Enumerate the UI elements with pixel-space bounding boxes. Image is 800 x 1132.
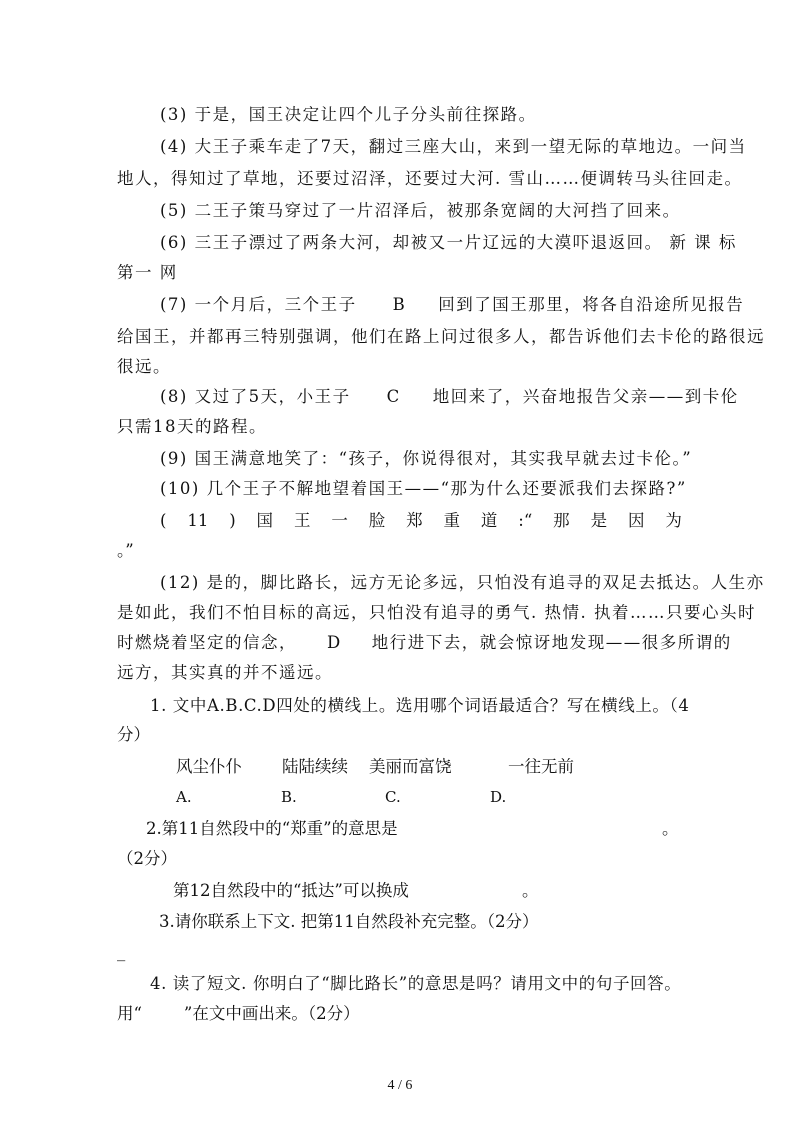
- question-1-line-2: 分）: [117, 725, 150, 744]
- option-word-d: 一往无前: [508, 757, 574, 776]
- question-3-answer-mark: _: [117, 942, 126, 961]
- p11-char: 国: [256, 511, 274, 530]
- p11-char: 一: [331, 511, 348, 530]
- question-3: 3.请你联系上下文. 把第11自然段补充完整。（2分）: [159, 912, 539, 931]
- paragraph-9: (9) 国王满意地笑了：“孩子，你说得很对，其实我早就去过卡伦。”: [160, 449, 693, 468]
- question-2-line-1: 2.第11自然段中的“郑重”的意思是: [146, 819, 398, 838]
- blank-c: C: [386, 387, 401, 406]
- paragraph-7-text-a: (7) 一个月后，三个王子: [160, 295, 357, 314]
- paragraph-8-text-b: 地回来了，兴奋地报告父亲——到卡伦: [432, 387, 739, 406]
- question-2-score: （2分）: [117, 849, 177, 868]
- paragraph-12-text-b: 地行进下去，就会惊讶地发现——很多所谓的: [371, 633, 732, 652]
- option-word-a: 风尘仆仆: [176, 757, 242, 776]
- p11-char: :“: [518, 511, 533, 530]
- option-word-c: 美丽而富饶: [369, 757, 452, 776]
- p11-char: 11: [187, 511, 209, 530]
- p11-char: (: [160, 511, 167, 530]
- p11-char: 王: [293, 511, 311, 530]
- question-1-line-1: 1. 文中A.B.C.D四处的横线上。选用哪个词语最适合？写在横线上。（4: [150, 696, 690, 715]
- page-number: 4 / 6: [387, 1078, 413, 1093]
- paragraph-7-line-2: 给国王，并都再三特别强调，他们在路上问过很多人，都告诉他们去卡伦的路很远: [117, 327, 765, 346]
- paragraph-8-line-2: 只需18天的路程。: [117, 417, 267, 436]
- question-4-line-1: 4. 读了短文. 你明白了“脚比路长”的意思是吗？请用文中的句子回答。: [150, 974, 682, 993]
- option-letter-c: C.: [385, 788, 401, 806]
- question-2-period: 。: [662, 819, 679, 838]
- paragraph-4-line-1: (4) 大王子乘车走了7天，翻过三座大山，来到一望无际的草地边。一问当: [160, 137, 747, 156]
- paragraph-11-line-1: [160, 513, 682, 530]
- p11-char: 脸: [368, 511, 386, 530]
- blank-b: B: [392, 295, 407, 314]
- paragraph-6-line-2: 第一 网: [117, 263, 178, 282]
- paragraph-7-line-1: [160, 297, 744, 314]
- p11-char: 是: [590, 511, 608, 530]
- paragraph-8-text-a: (8) 又过了5天，小王子: [160, 387, 351, 406]
- paragraph-8-line-1: [160, 389, 739, 406]
- paragraph-12-line-2: 是如此，我们不怕目标的高远，只怕没有追寻的勇气. 热情. 执着……只要心头时: [117, 603, 756, 622]
- paragraph-12-text-a: 时燃烧着坚定的信念，: [117, 633, 297, 652]
- p11-char: 为: [665, 511, 682, 530]
- option-letter-a: A.: [176, 788, 192, 806]
- p11-char: 重: [443, 511, 460, 530]
- question-2-part-b: 第12自然段中的“抵达”可以换成: [173, 881, 409, 900]
- paragraph-3: (3) 于是，国王决定让四个儿子分头前往探路。: [160, 105, 537, 124]
- paragraph-6-line-1: (6) 三王子漂过了两条大河，却被又一片辽远的大漠吓退返回。 新 课 标: [160, 233, 737, 252]
- blank-d: D: [327, 633, 342, 652]
- paragraph-5: (5) 二王子策马穿过了一片沼泽后，被那条宽阔的大河挡了回来。: [160, 201, 681, 220]
- question-2-part-b-period: 。: [522, 881, 539, 900]
- paragraph-12-line-1: (12) 是的，脚比路长，远方无论多远，只怕没有追寻的双足去抵达。人生亦: [160, 573, 765, 592]
- p11-char: 郑: [406, 511, 423, 530]
- paragraph-7-text-b: 回到了国王那里，将各自沿途所见报告: [438, 295, 745, 314]
- paragraph-12-line-4: 远方，其实真的并不遥远。: [117, 663, 333, 682]
- p11-char: 因: [627, 511, 645, 530]
- option-word-b: 陆陆续续: [282, 757, 348, 776]
- paragraph-11-line-2: 。”: [117, 541, 134, 560]
- paragraph-10: (10) 几个王子不解地望着国王——“那为什么还要派我们去探路?”: [160, 479, 687, 498]
- option-letter-d: D.: [490, 788, 507, 806]
- paragraph-12-line-3: [117, 635, 732, 652]
- question-4-line-2: 用“ ”在文中画出来。（2分）: [117, 1004, 360, 1023]
- paragraph-4-line-2: 地人，得知过了草地，还要过沼泽，还要过大河. 雪山……便调转马头往回走。: [117, 169, 743, 188]
- p11-char: 那: [553, 511, 570, 530]
- option-letter-b: B.: [281, 788, 297, 806]
- paragraph-7-line-3: 很远。: [117, 357, 171, 376]
- p11-char: 道: [480, 511, 498, 530]
- p11-char: ): [229, 511, 236, 530]
